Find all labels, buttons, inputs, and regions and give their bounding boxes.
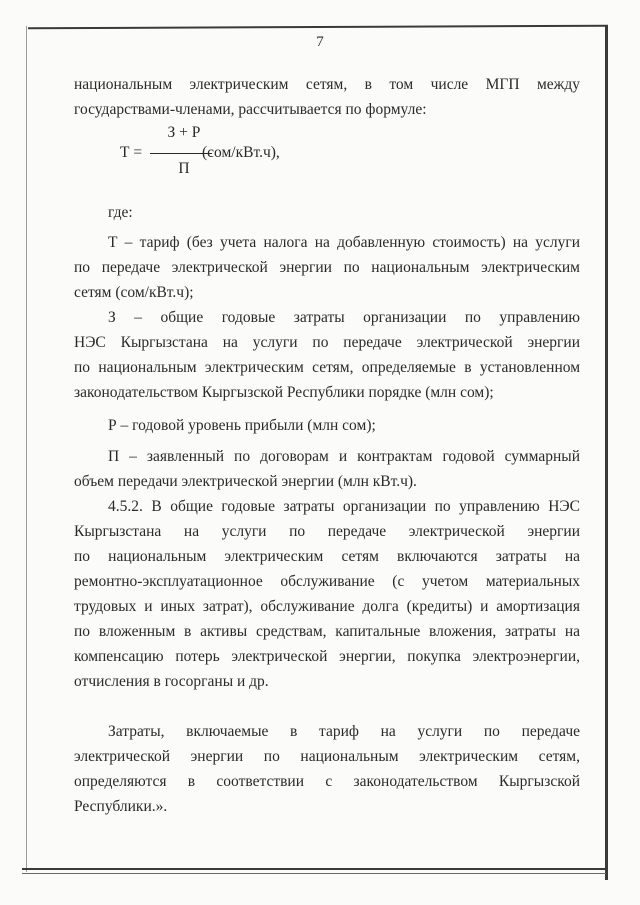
- formula-denominator: П: [178, 160, 190, 177]
- text-line: ремонтно-эксплуатационное обслуживание (с учетом материальных: [74, 573, 580, 590]
- where-label: где:: [108, 204, 133, 221]
- clause-4-5-2: [74, 494, 580, 694]
- formula-unit: (сом/кВт.ч),: [202, 144, 280, 161]
- text-line: НЭС Кыргызстана на услуги по передаче электрической энергии: [74, 334, 580, 351]
- definition-p: [74, 444, 580, 494]
- tariff-formula: [120, 124, 340, 184]
- text-line: объем передачи электрической энергии (млн кВт.ч).: [74, 473, 417, 490]
- text-line: электрической энергии по национальным электрическим сетям,: [74, 748, 580, 765]
- text-line: Кыргызстана на услуги по передаче электрической энергии: [74, 523, 580, 540]
- text-line: Затраты, включаемые в тариф на услуги по передаче: [108, 723, 580, 740]
- text-line: компенсацию потерь электрической энергии, покупка электроэнергии,: [74, 648, 580, 665]
- text-line: по национальным электрическим сетям, определяемые в установленном: [74, 359, 580, 376]
- intro-paragraph: [74, 72, 580, 122]
- text-line: по вложенным в активы средствам, капитальные вложения, затраты на: [74, 623, 580, 640]
- text-line: трудовых и иных затрат), обслуживание долга (кредиты) и амортизация: [74, 598, 580, 615]
- text-line: определяются в соответствии с законодательством Кыргызской: [74, 773, 580, 790]
- text-line: государствами-членами, рассчитывается по формуле:: [74, 101, 427, 118]
- definition-r: [74, 413, 580, 438]
- text-line: З – общие годовые затраты организации по управлению: [108, 309, 580, 326]
- page-frame-bottom-inner: [22, 873, 606, 874]
- page-number: 7: [316, 34, 324, 50]
- text-line: сетям (сом/кВт.ч);: [74, 284, 194, 301]
- text-line: отчисления в госорганы и др.: [74, 673, 269, 690]
- closing-paragraph: [74, 719, 580, 819]
- text-line: Республики.».: [74, 798, 168, 815]
- text-line: 4.5.2. В общие годовые затраты организации по управлению НЭС: [108, 498, 580, 515]
- text-line: Р – годовой уровень прибыли (млн сом);: [108, 417, 376, 434]
- text-line: П – заявленный по договорам и контрактам годовой суммарный: [108, 448, 580, 465]
- page-frame-bottom: [22, 868, 606, 870]
- text-line: законодательством Кыргызской Республики порядке (млн сом);: [74, 384, 494, 401]
- page-frame-right: [605, 26, 608, 880]
- text-line: по передаче электрической энергии по национальным электрическим: [74, 259, 580, 276]
- formula-numerator: З + Р: [167, 124, 201, 141]
- text-line: по национальным электрическим сетям включаются затраты на: [74, 548, 580, 565]
- page-frame-left: [26, 26, 27, 872]
- definition-t: [74, 230, 580, 305]
- text-line: национальным электрическим сетям, в том числе МГП между: [74, 76, 580, 93]
- text-line: Т – тариф (без учета налога на добавленную стоимость) на услуги: [108, 234, 580, 251]
- where-label-block: [74, 200, 580, 225]
- formula-lhs: Т =: [120, 144, 143, 161]
- definition-z: [74, 305, 580, 405]
